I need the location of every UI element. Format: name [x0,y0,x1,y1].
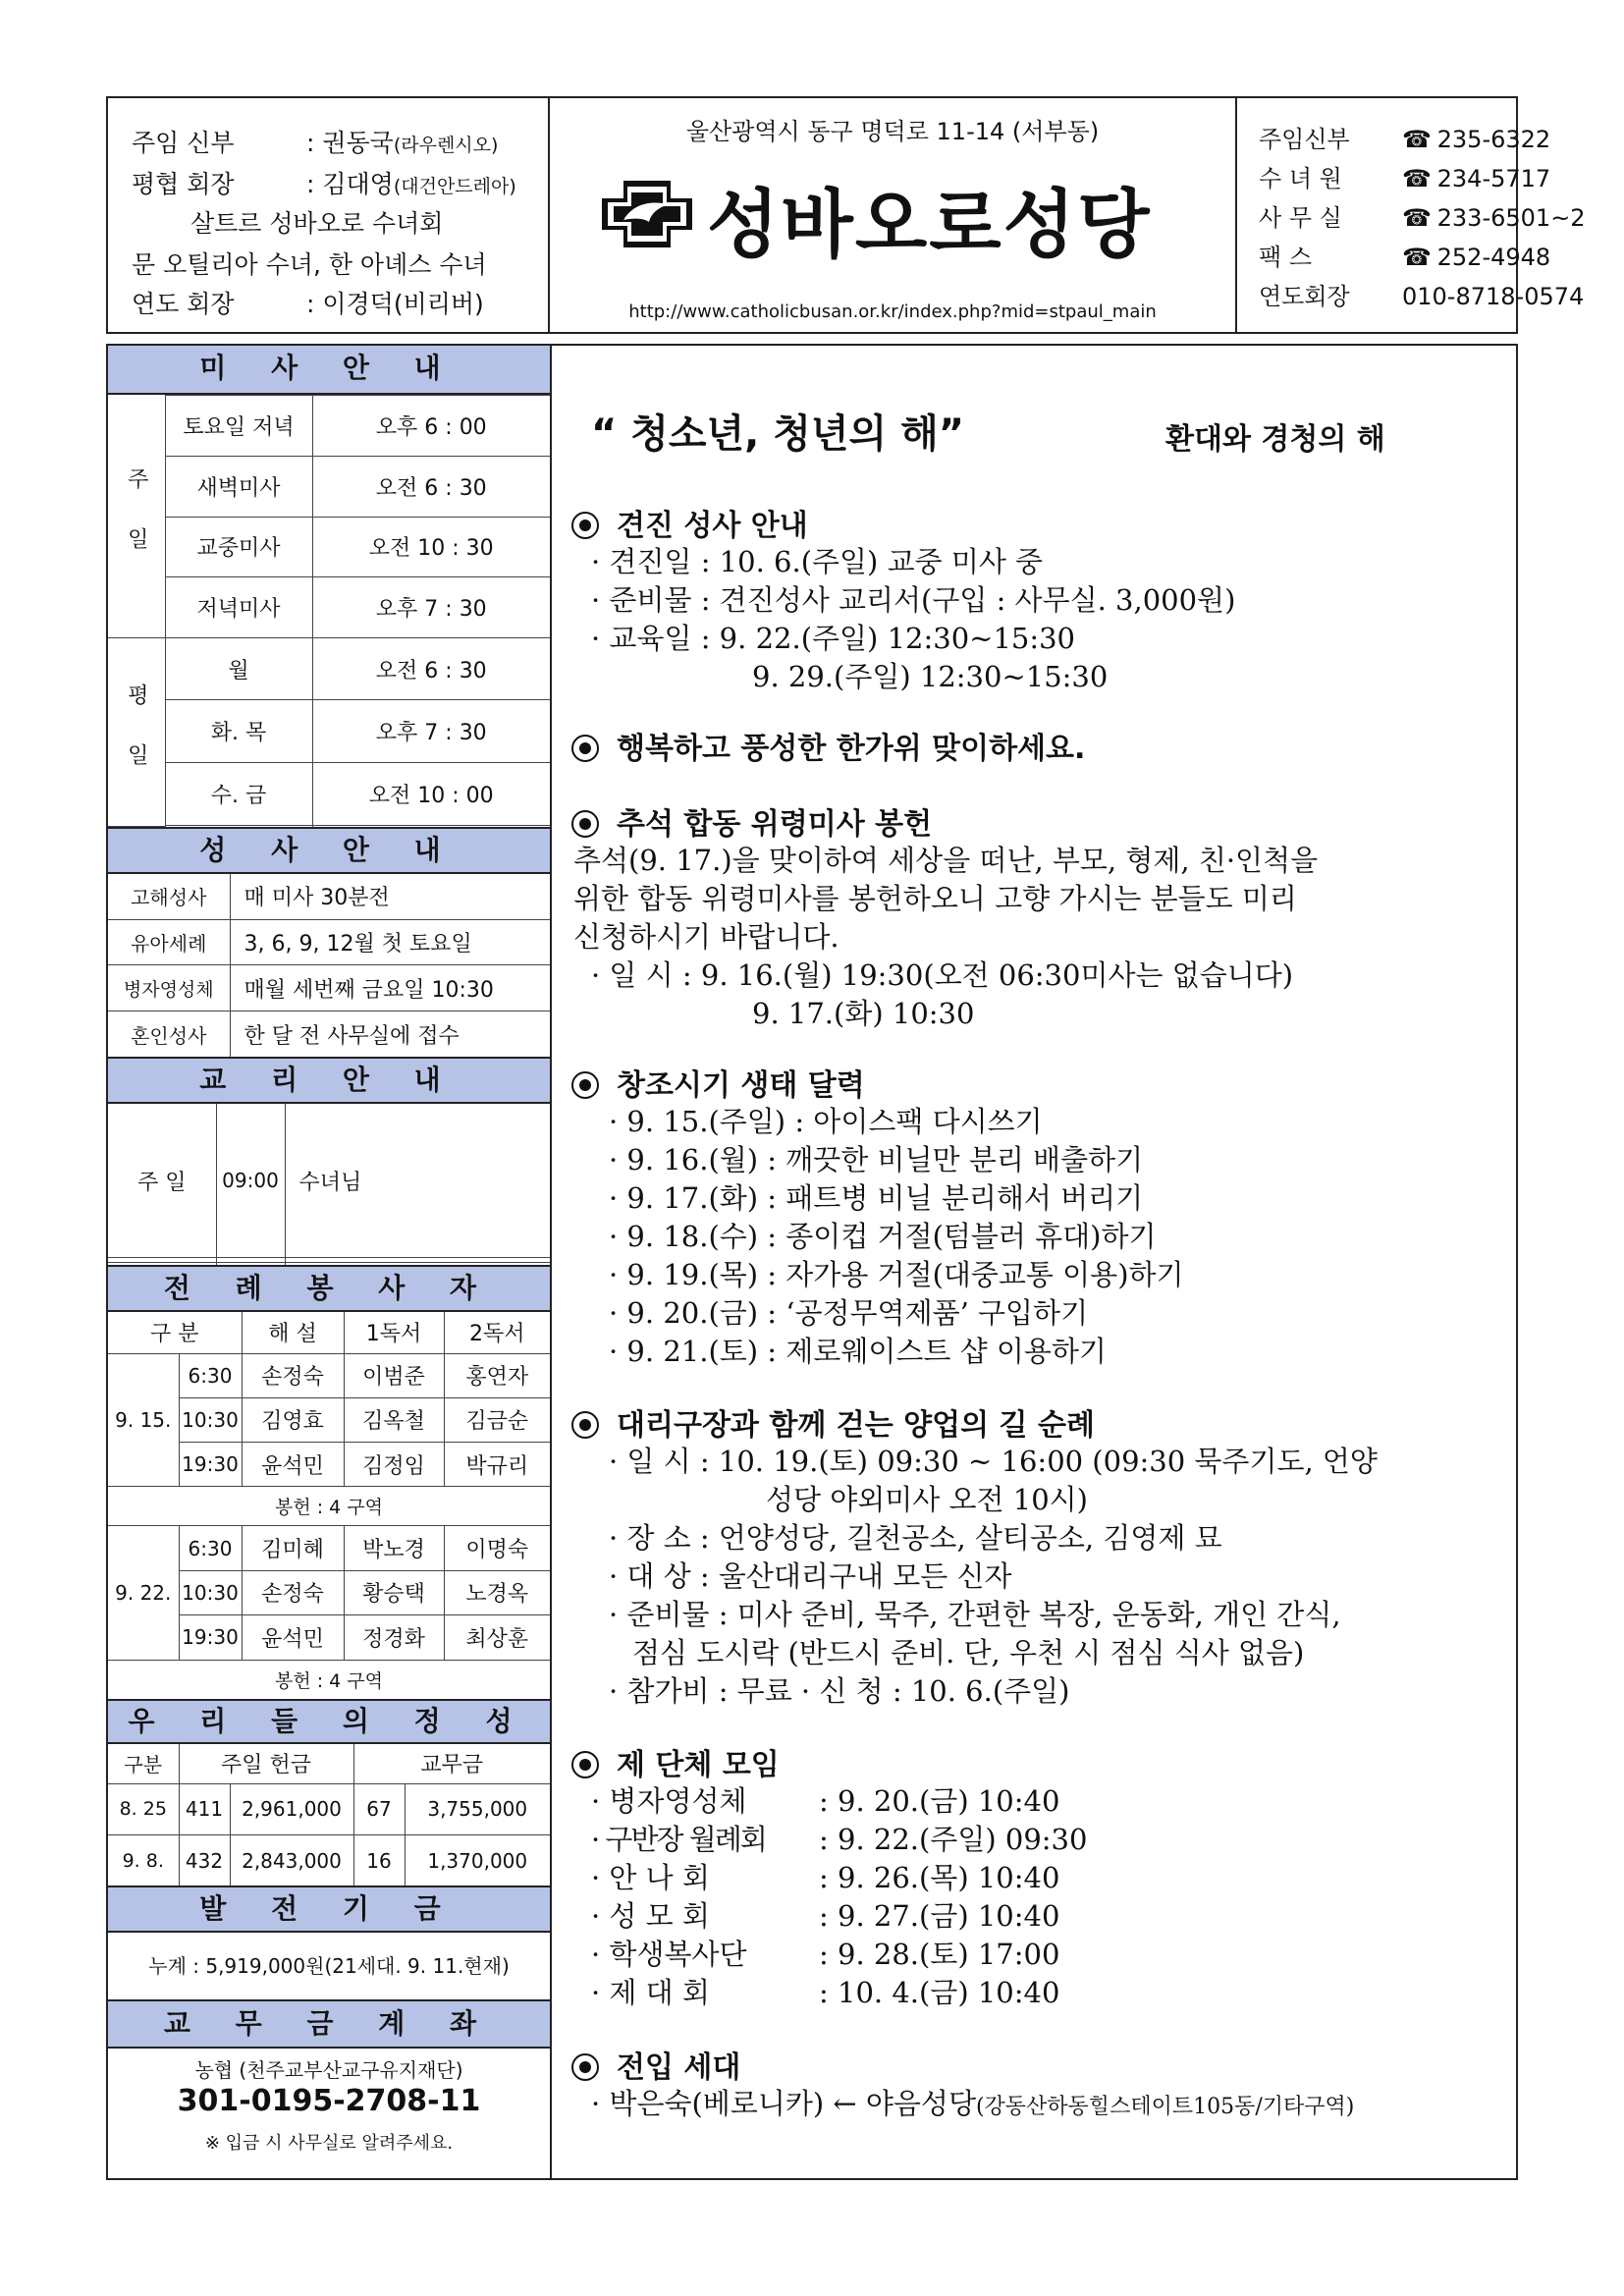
contact-number: 233-6501~2 [1436,204,1586,232]
announcement-line: 위한 합동 위령미사를 봉헌하오니 고향 가시는 분들도 미리 [573,882,1297,915]
liturgy-date: 9. 15. [108,1353,179,1487]
contact-label: 주임신부 [1259,126,1350,153]
staff-role: 평협 회장 [132,170,235,198]
mass-row [108,637,550,700]
liturgy-row [108,1526,550,1570]
parish-url[interactable]: http://www.catholicbusan.or.kr/index.php?mid=stpaul_main [628,301,1157,322]
commentator: 손정숙 [242,1353,344,1397]
section-heading [571,724,1085,767]
liturgy-date: 9. 22. [108,1526,179,1660]
parish-address: 울산광역시 동구 명덕로 11-14 (서부동) [685,118,1100,145]
mass-row [108,763,550,826]
announcement-line: · 9. 20.(금) : ‘공정무역제품’ 구입하기 [609,1296,1089,1330]
contact-row [1259,120,1550,154]
mass-time: 오후 7 : 30 [312,577,550,638]
group-meeting-row [591,1818,1087,1858]
staff-row [132,246,487,281]
catechism-teacher: 수녀님 [285,1104,550,1258]
parish-logo-icon [594,175,700,253]
sacrament-info: 한 달 전 사무실에 접수 [230,1011,550,1057]
info-sidebar [108,346,552,2178]
newcomer-name: · 박은숙(베로니카) ← 야음성당 [591,2087,976,2120]
bulletin-body [106,344,1518,2180]
offering-count: 16 [353,1835,405,1886]
announcement-line: · 9. 21.(토) : 제로웨이스트 샵 이용하기 [609,1335,1107,1368]
phone-icon: ☎ [1402,244,1432,271]
announcement-line: 점심 도시락 (반드시 준비. 단, 우천 시 점심 식사 없음) [632,1636,1305,1669]
mass-row [108,396,550,457]
offerings-header: 주일 헌금 [179,1744,353,1783]
circle-bullet-icon [571,810,599,838]
circle-bullet-icon [571,512,599,539]
section-heading [571,1061,865,1104]
announcements [552,346,1520,2178]
sacrament-name: 유아세례 [108,919,230,965]
section-title: 견진 성사 안내 [617,509,808,543]
section-title: 추석 합동 위령미사 봉헌 [617,807,933,842]
sisters-names: 문 오틸리아 수녀, 한 아녜스 수녀 [132,250,487,279]
mass-day: 화. 목 [165,700,312,763]
bulletin-header [106,96,1586,334]
mass-table [108,395,550,827]
contact-row [1259,238,1550,272]
announcement-line: · 장 소 : 언양성당, 길천공소, 살티공소, 김영제 묘 [609,1521,1222,1555]
mass-day: 교중미사 [165,517,312,577]
mass-row [108,577,550,638]
announcement-line: · 대 상 : 울산대리구내 모든 신자 [609,1559,1012,1593]
phone-icon: ☎ [1402,126,1432,153]
staff-row: 주임 신부 : 권동국(라우렌시오) [132,124,498,159]
group-meeting-time: : 10. 4.(금) 10:40 [819,1976,1060,2009]
group-name: · 안 나 회 [591,1861,710,1894]
liturgy-title: 전 례 봉 사 자 [108,1265,550,1312]
fund-title: 발 전 기 금 [108,1886,550,1933]
announcement-line: 추석(9. 17.)을 맞이하여 세상을 떠난, 부모, 형제, 친·인척을 [573,844,1319,877]
group-name: · 구반장 월례회 [591,1823,766,1856]
offerings-table [108,1744,550,1886]
staff-role: 주임 신부 [132,129,235,157]
sacrament-name: 병자영성체 [108,965,230,1011]
mass-row [108,517,550,577]
announcement-line: · 일 시 : 10. 19.(토) 09:30 ~ 16:00 (09:30 묵주기도, 언양 [609,1445,1378,1478]
liturgy-time: 19:30 [179,1615,242,1660]
section-title: 창조시기 생태 달력 [617,1068,865,1103]
contact-number: 234-5717 [1436,165,1551,192]
liturgy-header-row [108,1312,550,1353]
sunday-collection: 2,961,000 [230,1783,353,1835]
circle-bullet-icon [571,735,599,762]
offering-district: 봉헌 : 4 구역 [108,1660,550,1699]
group-meeting-row [591,1894,1059,1935]
liturgy-time: 10:30 [179,1397,242,1442]
parish-name: 성바오로성당 [707,181,1152,268]
mass-time: 오전 6 : 30 [312,637,550,700]
group-meeting-row [591,1779,1059,1820]
announcement-line: · 준비물 : 미사 준비, 묵주, 간편한 복장, 운동화, 개인 간식, [609,1598,1341,1631]
liturgy-time: 19:30 [179,1443,242,1487]
sacrament-name: 고해성사 [108,874,230,919]
sacrament-info: 3, 6, 9, 12월 첫 토요일 [230,919,550,965]
announcement-line: · 9. 18.(수) : 종이컵 거절(텀블러 휴대)하기 [609,1220,1157,1253]
second-reader: 박규리 [444,1443,550,1487]
section-title: 대리구장과 함께 걷는 양업의 길 순례 [617,1408,1095,1443]
first-reader: 황승택 [344,1570,444,1614]
group-meeting-time: : 9. 27.(금) 10:40 [819,1899,1060,1933]
contact-row [1259,159,1550,193]
account-note: ※ 입금 시 사무실로 알려주세요. [204,2133,454,2154]
second-reader: 노경옥 [444,1570,550,1614]
announcement-line: · 9. 15.(주일) : 아이스팩 다시쓰기 [609,1105,1043,1138]
announcement-line: · 준비물 : 견진성사 교리서(구입 : 사무실. 3,000원) [591,583,1236,617]
group-meeting-time: : 9. 22.(주일) 09:30 [819,1823,1088,1856]
contact-label: 수 녀 원 [1259,165,1342,192]
staff-name: 권동국 [322,129,394,157]
newcomer-address: (강동산하동힐스테이트105동/기타구역) [975,2095,1355,2119]
mass-time: 오후 6 : 00 [312,396,550,457]
parish-dues: 3,755,000 [405,1783,550,1835]
account-title: 교 무 금 계 좌 [108,1999,550,2049]
liturgy-offering-row [108,1660,550,1699]
group-name: · 병자영성체 [591,1784,747,1818]
announcement-line: · 9. 17.(화) : 패트병 비닐 분리해서 버리기 [609,1181,1144,1215]
offerings-title: 우 리 들 의 정 성 [108,1699,550,1744]
convent-name: 살트르 성바오로 수녀회 [190,209,444,238]
contact-label: 사 무 실 [1259,204,1342,232]
group-meeting-row [591,1856,1059,1896]
mass-day: 저녁미사 [165,577,312,638]
catechism-table [108,1104,550,1265]
liturgy-table [108,1312,550,1699]
mass-row [108,457,550,518]
offering-count: 411 [179,1783,230,1835]
staff-baptismal-name: (대건안드레아) [393,176,516,197]
section-heading [571,1740,780,1783]
group-meeting-row [591,1933,1059,1973]
offerings-row [108,1783,550,1835]
parish-title-block [550,98,1237,332]
circle-bullet-icon [571,1071,599,1099]
second-reader: 김금순 [444,1397,550,1442]
liturgy-header: 해 설 [242,1312,344,1353]
catechism-time: 09:00 [216,1104,285,1258]
first-reader: 김정임 [344,1443,444,1487]
contact-number: 252-4948 [1436,244,1551,271]
mass-title: 미 사 안 내 [108,346,550,395]
announcement-line: · 교육일 : 9. 22.(주일) 12:30~15:30 [591,622,1076,655]
commentator: 손정숙 [242,1570,344,1614]
sacrament-row [108,874,550,919]
year-theme-sub: 환대와 경청의 해 [1165,422,1385,457]
sacraments-table [108,874,550,1057]
section-heading [571,501,808,544]
mass-day: 월 [165,637,312,700]
announcement-line: · 9. 19.(목) : 자가용 거절(대중교통 이용)하기 [609,1258,1184,1291]
offering-date: 9. 8. [108,1835,179,1886]
offerings-header: 교무금 [353,1744,550,1783]
announcement-line: · 9. 16.(월) : 깨끗한 비닐만 분리 배출하기 [609,1143,1144,1176]
sunday-collection: 2,843,000 [230,1835,353,1886]
first-reader: 김옥철 [344,1397,444,1442]
group-name: · 성 모 회 [591,1899,710,1933]
announcement-line: 신청하시기 바랍니다. [573,920,839,954]
sacrament-row [108,1011,550,1057]
group-meeting-time: : 9. 20.(금) 10:40 [819,1784,1060,1818]
account-bank: 농협 (천주교부산교구유지재단) [194,2058,463,2082]
contact-label: 연도회장 [1259,283,1350,310]
mass-row [108,700,550,763]
first-reader: 박노경 [344,1526,444,1570]
mass-time: 오전 10 : 00 [312,763,550,826]
liturgy-header: 1독서 [344,1312,444,1353]
weekday-label: 평 일 [108,637,165,826]
offering-count: 67 [353,1783,405,1835]
fund-total: 누계 : 5,919,000원(21세대. 9. 11.현재) [148,1954,510,1978]
circle-bullet-icon [571,1751,599,1778]
section-heading [571,1400,1095,1444]
mass-time: 오후 7 : 30 [312,700,550,763]
phone-icon: ☎ [1402,204,1432,232]
section-heading [571,2043,740,2086]
staff-name: 이경덕(비리버) [322,290,484,318]
announcement-line: 9. 17.(화) 10:30 [752,997,975,1030]
mass-time: 오전 10 : 30 [312,517,550,577]
liturgy-offering-row [108,1487,550,1526]
group-meeting-row [591,1971,1059,2011]
contact-row [1259,198,1586,233]
sacrament-row [108,965,550,1011]
sacrament-row [108,919,550,965]
contact-label: 팩 스 [1259,244,1312,271]
first-reader: 이범준 [344,1353,444,1397]
second-reader: 최상훈 [444,1615,550,1660]
offerings-header-row [108,1744,550,1783]
group-name: · 학생복사단 [591,1938,747,1971]
group-name: · 제 대 회 [591,1976,710,2009]
catechism-title: 교 리 안 내 [108,1057,550,1104]
staff-row [190,204,443,240]
sunday-label: 주 일 [108,395,165,637]
second-reader: 홍연자 [444,1353,550,1397]
liturgy-row [108,1353,550,1397]
mass-day: 새벽미사 [165,457,312,518]
liturgy-header: 구 분 [108,1312,242,1353]
staff-name: 김대영 [322,170,394,198]
second-reader: 이명숙 [444,1526,550,1570]
circle-bullet-icon [571,2053,599,2081]
circle-bullet-icon [571,1411,599,1439]
newcomer-row [591,2082,1354,2122]
account-number: 301-0195-2708-11 [177,2084,481,2118]
liturgy-time: 10:30 [179,1570,242,1614]
year-theme: “ 청소년, 청년의 해” [591,411,965,457]
staff-baptismal-name: (라우렌시오) [393,135,499,156]
sacrament-info: 매 미사 30분전 [230,874,550,919]
sacrament-info: 매월 세번째 금요일 10:30 [230,965,550,1011]
contact-row [1259,277,1584,311]
phone-icon: ☎ [1402,165,1432,192]
offering-district: 봉헌 : 4 구역 [108,1487,550,1526]
commentator: 김미혜 [242,1526,344,1570]
announcement-line: · 견진일 : 10. 6.(주일) 교중 미사 중 [591,545,1044,578]
liturgy-header: 2독서 [444,1312,550,1353]
liturgy-time: 6:30 [179,1526,242,1570]
section-title: 제 단체 모임 [617,1748,780,1782]
mass-day: 토요일 저녁 [165,396,312,457]
parish-dues: 1,370,000 [405,1835,550,1886]
mass-day: 수. 금 [165,763,312,826]
contact-number: 010-8718-0574 [1402,283,1585,310]
group-meeting-time: : 9. 28.(토) 17:00 [819,1938,1060,1971]
section-heading [571,799,932,843]
staff-row: 평협 회장 : 김대영(대건안드레아) [132,165,516,200]
offering-count: 432 [179,1835,230,1886]
offerings-row [108,1835,550,1886]
staff-role: 연도 회장 [132,290,235,318]
sacrament-name: 혼인성사 [108,1011,230,1057]
commentator: 윤석민 [242,1615,344,1660]
announcement-line: 성당 야외미사 오전 10시) [766,1483,1088,1516]
section-title: 전입 세대 [617,2050,741,2085]
announcement-line: · 일 시 : 9. 16.(월) 19:30(오전 06:30미사는 없습니다) [591,958,1294,992]
staff-row: 연도 회장 : 이경덕(비리버) [132,285,484,320]
offerings-header: 구분 [108,1744,179,1783]
liturgy-time: 6:30 [179,1353,242,1397]
first-reader: 정경화 [344,1615,444,1660]
commentator: 윤석민 [242,1443,344,1487]
chuseok-greeting: 행복하고 풍성한 한가위 맞이하세요. [617,732,1086,766]
commentator: 김영효 [242,1397,344,1442]
announcement-line: 9. 29.(주일) 12:30~15:30 [752,660,1109,693]
offering-date: 8. 25 [108,1783,179,1835]
mass-time: 오전 6 : 30 [312,457,550,518]
sacraments-title: 성 사 안 내 [108,827,550,874]
catechism-row [108,1104,550,1258]
group-meeting-time: : 9. 26.(목) 10:40 [819,1861,1060,1894]
announcement-line: · 참가비 : 무료 · 신 청 : 10. 6.(주일) [609,1674,1070,1708]
contact-info [1237,98,1586,332]
catechism-day: 주 일 [108,1104,216,1258]
staff-info [108,98,550,332]
contact-number: 235-6322 [1436,126,1551,153]
